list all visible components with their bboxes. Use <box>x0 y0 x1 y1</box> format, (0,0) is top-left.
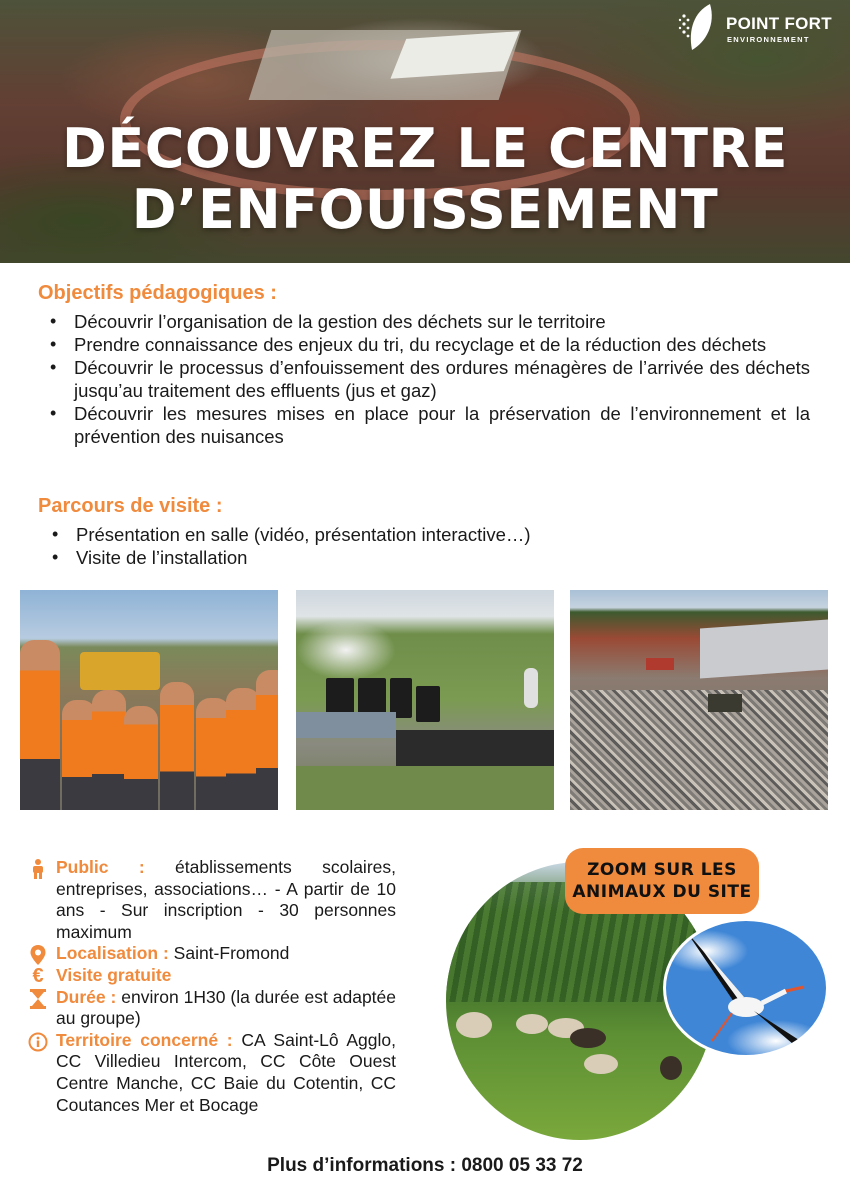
contact-footer: Plus d’informations : 0800 05 33 72 <box>267 1155 583 1176</box>
waste-pile <box>570 690 828 810</box>
zoom-animals-badge <box>565 848 759 914</box>
territoire-text: CA Saint-Lô Agglo, CC Villedieu Intercom, CC Côte Ouest Centre Manche, CC Baie du Cotentin, CC Coutances Mer et Bocage <box>56 1029 396 1115</box>
public-label: Public : <box>56 857 145 877</box>
tank-shape <box>416 686 440 722</box>
hero-banner <box>0 0 850 263</box>
photo-treatment-plant <box>296 590 554 810</box>
photo-landfill-cell <box>570 590 828 810</box>
visit-info <box>28 857 396 1116</box>
public-text: établissements scolaires, entreprises, associations… - A partir de 10 ans - Sur inscription - 30 personnes maximum <box>56 857 396 942</box>
child-figure <box>196 698 230 810</box>
info-icon <box>28 1032 48 1052</box>
location-pin-icon <box>28 945 48 965</box>
steam-cloud <box>296 620 396 680</box>
gratuite-label: Visite gratuite <box>56 964 172 985</box>
child-figure <box>256 670 278 810</box>
objectifs-list <box>38 310 810 448</box>
parcours-item: • Présentation en salle (vidéo, présentation interactive…) <box>40 523 740 546</box>
container-shape <box>296 712 396 738</box>
objectifs-title: Objectifs pédagogiques : <box>38 282 277 304</box>
basin-shape <box>396 730 554 770</box>
page-title-line1: DÉCOUVREZ LE CENTRE <box>62 117 788 180</box>
objectif-item: • Découvrir l’organisation de la gestion des déchets sur le territoire <box>38 310 810 333</box>
point-fort-logo <box>676 2 850 56</box>
info-territoire <box>28 1030 396 1116</box>
parcours-title: Parcours de visite : <box>38 495 223 517</box>
grass-shape <box>296 766 554 810</box>
sheep-shape <box>584 1054 618 1074</box>
photo-stork <box>663 918 829 1058</box>
sheep-shape <box>660 1056 682 1080</box>
objectif-item: • Découvrir les mesures mises en place pour la préservation de l’environnement et la prévention des nuisances <box>38 402 810 448</box>
person-icon <box>28 859 48 879</box>
objectif-item: • Découvrir le processus d’enfouissement des ordures ménagères de l’arrivée des déchets jusqu’au traitement des effluents (jus et gaz) <box>38 356 810 402</box>
euro-icon: € <box>32 965 44 988</box>
localisation-text: Saint-Fromond <box>168 943 290 964</box>
child-figure <box>92 690 126 810</box>
info-gratuite <box>28 965 396 987</box>
sheep-shape <box>516 1014 548 1034</box>
child-figure <box>226 688 260 810</box>
info-localisation <box>28 943 396 965</box>
parcours-item: • Visite de l’installation <box>40 546 740 569</box>
silo-shape <box>524 668 538 708</box>
sheep-shape <box>456 1012 492 1038</box>
child-figure <box>124 706 158 810</box>
localisation-label: Localisation : <box>56 943 169 964</box>
page-title <box>0 118 850 240</box>
hourglass-icon <box>28 989 48 1009</box>
photo-children-visit <box>20 590 278 810</box>
child-figure <box>62 700 96 810</box>
stork-icon <box>666 921 829 1058</box>
brand-tagline: ENVIRONNEMENT <box>727 35 810 44</box>
duree-label: Durée : <box>56 986 117 1007</box>
objectif-item: • Prendre connaissance des enjeux du tri, du recyclage et de la réduction des déchets <box>38 333 810 356</box>
parcours-list <box>40 523 740 569</box>
info-duree <box>28 987 396 1030</box>
info-public <box>28 857 396 943</box>
bulldozer-shape <box>80 652 160 690</box>
brand-name: POINT FORT <box>726 14 832 33</box>
zoom-badge-line1: ZOOM SUR LES <box>587 860 737 880</box>
zoom-badge-line2: ANIMAUX DU SITE <box>572 882 752 902</box>
leaf-logo-icon <box>676 2 724 56</box>
truck-shape <box>646 658 674 670</box>
liner-shape <box>700 620 828 679</box>
child-figure <box>20 640 60 810</box>
page-title-line2: D’ENFOUISSEMENT <box>131 178 719 241</box>
duree-text: environ 1H30 (la durée est adaptée au groupe) <box>56 986 397 1029</box>
territoire-label: Territoire concerné : <box>56 1029 233 1050</box>
compactor-shape <box>708 694 742 712</box>
sheep-shape <box>570 1028 606 1048</box>
child-figure <box>160 682 194 810</box>
